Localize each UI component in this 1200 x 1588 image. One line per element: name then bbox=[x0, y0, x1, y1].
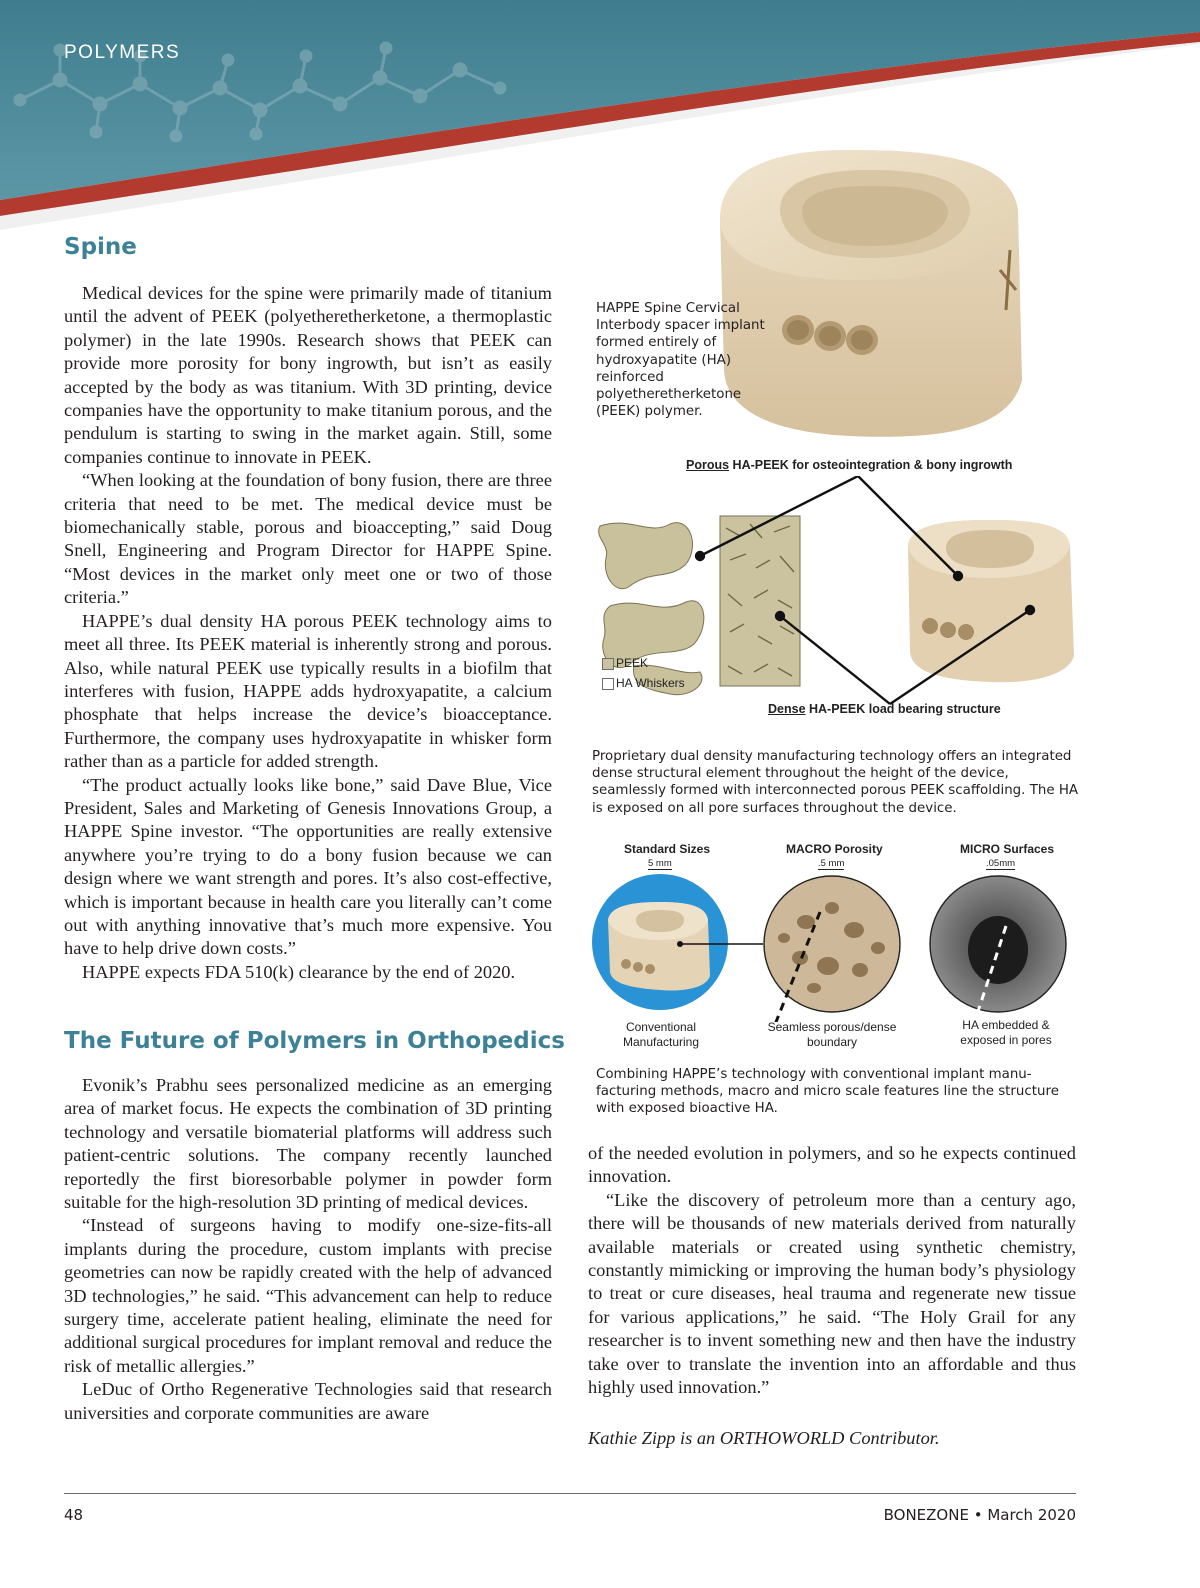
porous-label bbox=[686, 458, 1012, 472]
legend-peek: PEEK bbox=[616, 656, 649, 670]
density-caption: Proprietary dual density manufacturing technology offers an integrated dense structural element throughout the height of the device, seamlessly formed with interconnected porous PEEK scaffolding. The HA is exposed on all pore surfaces throughout the device. bbox=[592, 749, 1079, 816]
panel-scale-micro: .05mm bbox=[986, 858, 1016, 869]
panel-scale-standard: 5 mm bbox=[648, 858, 672, 869]
paragraph: “The product actually looks like bone,” said Dave Blue, Vice President, Sales and Marketing of Genesis Innovations Group, a HAPPE Spine investor. “The opportunities are really extensive anywhere you’re trying to do a bony fusion because we can design where we want strength and pores. It’s also cost-effective, which is important because in health care you literally can’t come out with anything innovative that’s much more expensive. You have to help drive down costs.” bbox=[64, 774, 552, 959]
small-implant bbox=[908, 520, 1074, 682]
legend-ha-whiskers: HA Whiskers bbox=[616, 676, 685, 690]
spine-heading: Spine bbox=[64, 234, 137, 260]
porous-label-word: Porous bbox=[686, 458, 730, 472]
spine-body bbox=[64, 282, 552, 984]
scale-comparison bbox=[588, 838, 1088, 1058]
panel-caption-micro: HA embedded & exposed in pores bbox=[960, 1018, 1052, 1047]
micro-pore bbox=[968, 916, 1028, 984]
panel-caption-macro: Seamless porous/dense boundary bbox=[767, 1020, 897, 1049]
dense-label-word: Dense bbox=[768, 702, 806, 716]
future-body bbox=[64, 1074, 552, 1425]
paragraph: HAPPE expects FDA 510(k) clearance by the end of 2020. bbox=[82, 961, 516, 982]
dense-label-rest: HA-PEEK load bearing structure bbox=[805, 702, 1001, 716]
implant-caption: HAPPE Spine Cervical Interbody spacer implant formed entirely of hydroxyapatite (HA) reinforced polyetheretherketone (PEEK) polymer. bbox=[596, 301, 765, 420]
section-label: POLYMERS bbox=[64, 42, 181, 63]
paragraph: “Like the discovery of petroleum more than a century ago, there will be thousands of new materials derived from naturally available materials or created using synthetic chemistry, constantly mimicking or improving the human body’s physiology to treat or cure diseases, heal trauma and regenerate new tissue for various applications,” he said. “The Holy Grail for any researcher is to invent something new and then have the industry take over to translate the invention into an affordable and thus highly used innovation.” bbox=[588, 1189, 1076, 1398]
porous-label-rest: HA-PEEK for osteointegration & bony ingrowth bbox=[729, 458, 1013, 472]
density-graphic bbox=[590, 476, 1090, 706]
legend-swatch-ha bbox=[602, 678, 614, 690]
comparison-caption: Combining HAPPE’s technology with conventional implant manufacturing methods, macro and micro scale features line the structure with exposed bioactive HA. bbox=[596, 1067, 1059, 1117]
density-diagram bbox=[590, 452, 1090, 722]
future-heading: The Future of Polymers in Orthopedics bbox=[64, 1028, 565, 1054]
paragraph: Evonik’s Prabhu sees personalized medicine as an emerging area of market focus. He expects the combination of 3D printing technology and versatile biomaterial platforms will address such patient-centric solutions. The company recently launched reportedly the first bioresorbable polymer in powder form suitable for the high-resolution 3D printing of medical devices. bbox=[64, 1075, 552, 1213]
comparison-graphic bbox=[588, 872, 1088, 1022]
page-number: 48 bbox=[64, 1506, 84, 1524]
author-byline: Kathie Zipp is an ORTHOWORLD Contributor. bbox=[588, 1428, 940, 1449]
right-column-body bbox=[588, 1142, 1076, 1451]
paragraph: “When looking at the foundation of bony fusion, there are three criteria that need to be met. The medical device must be biomechanically stable, porous and bioaccepting,” said Doug Snell, Engineering and Program Director for HAPPE Spine. “Most devices in the market only meet one or two of those criteria.” bbox=[64, 470, 552, 608]
paragraph: HAPPE’s dual density HA porous PEEK technology aims to meet all three. Its PEEK material is inherently strong and porous. Also, while natural PEEK use typically results in a biofilm that interferes with fusion, HAPPE adds hydroxyapatite, a calcium phosphate that helps increase the device’s bioacceptance. Furthermore, the company uses hydroxyapatite in whisker form rather than as a particle for added strength. bbox=[64, 610, 552, 772]
panel-scale-macro: .5 mm bbox=[818, 858, 845, 869]
paragraph: LeDuc of Ortho Regenerative Technologies said that research universities and corporate communities are aware bbox=[64, 1379, 552, 1423]
publication-info: BONEZONE • March 2020 bbox=[883, 1506, 1076, 1524]
legend-swatch-peek bbox=[602, 658, 614, 670]
dense-block bbox=[720, 516, 800, 686]
paragraph: Medical devices for the spine were primarily made of titanium until the advent of PEEK (polyetheretherketone, a thermoplastic polymer) in the late 1990s. Research shows that PEEK can provide more porosity for bony ingrowth, but isn’t as easily accepted by the body as was titanium. With 3D printing, device companies have the opportunity to make titanium porous, and the pendulum is starting to swing in the market again. Still, some companies continue to innovate in PEEK. bbox=[64, 283, 552, 467]
panel-title-micro: MICRO Surfaces bbox=[960, 842, 1055, 856]
panel-caption-standard: Conventional Manufacturing bbox=[622, 1020, 700, 1049]
paragraph: of the needed evolution in polymers, and so he expects continued innovation. bbox=[588, 1143, 1076, 1187]
paragraph: “Instead of surgeons having to modify one-size-fits-all implants during the procedure, custom implants with precise geometries can now be rapidly created with the help of advanced 3D technologies,” he said. “This advancement can help to reduce surgery time, accelerate patient healing, eliminate the need for additional surgical procedures for implant removal and reduce the risk of metallic allergies.” bbox=[64, 1215, 552, 1376]
panel-title-standard: Standard Sizes bbox=[624, 842, 711, 856]
footer-rule bbox=[64, 1493, 1076, 1494]
panel-title-macro: MACRO Porosity bbox=[786, 842, 883, 856]
dense-label bbox=[768, 702, 1001, 716]
porous-scaffold bbox=[599, 523, 704, 695]
standard-implant bbox=[608, 902, 710, 990]
